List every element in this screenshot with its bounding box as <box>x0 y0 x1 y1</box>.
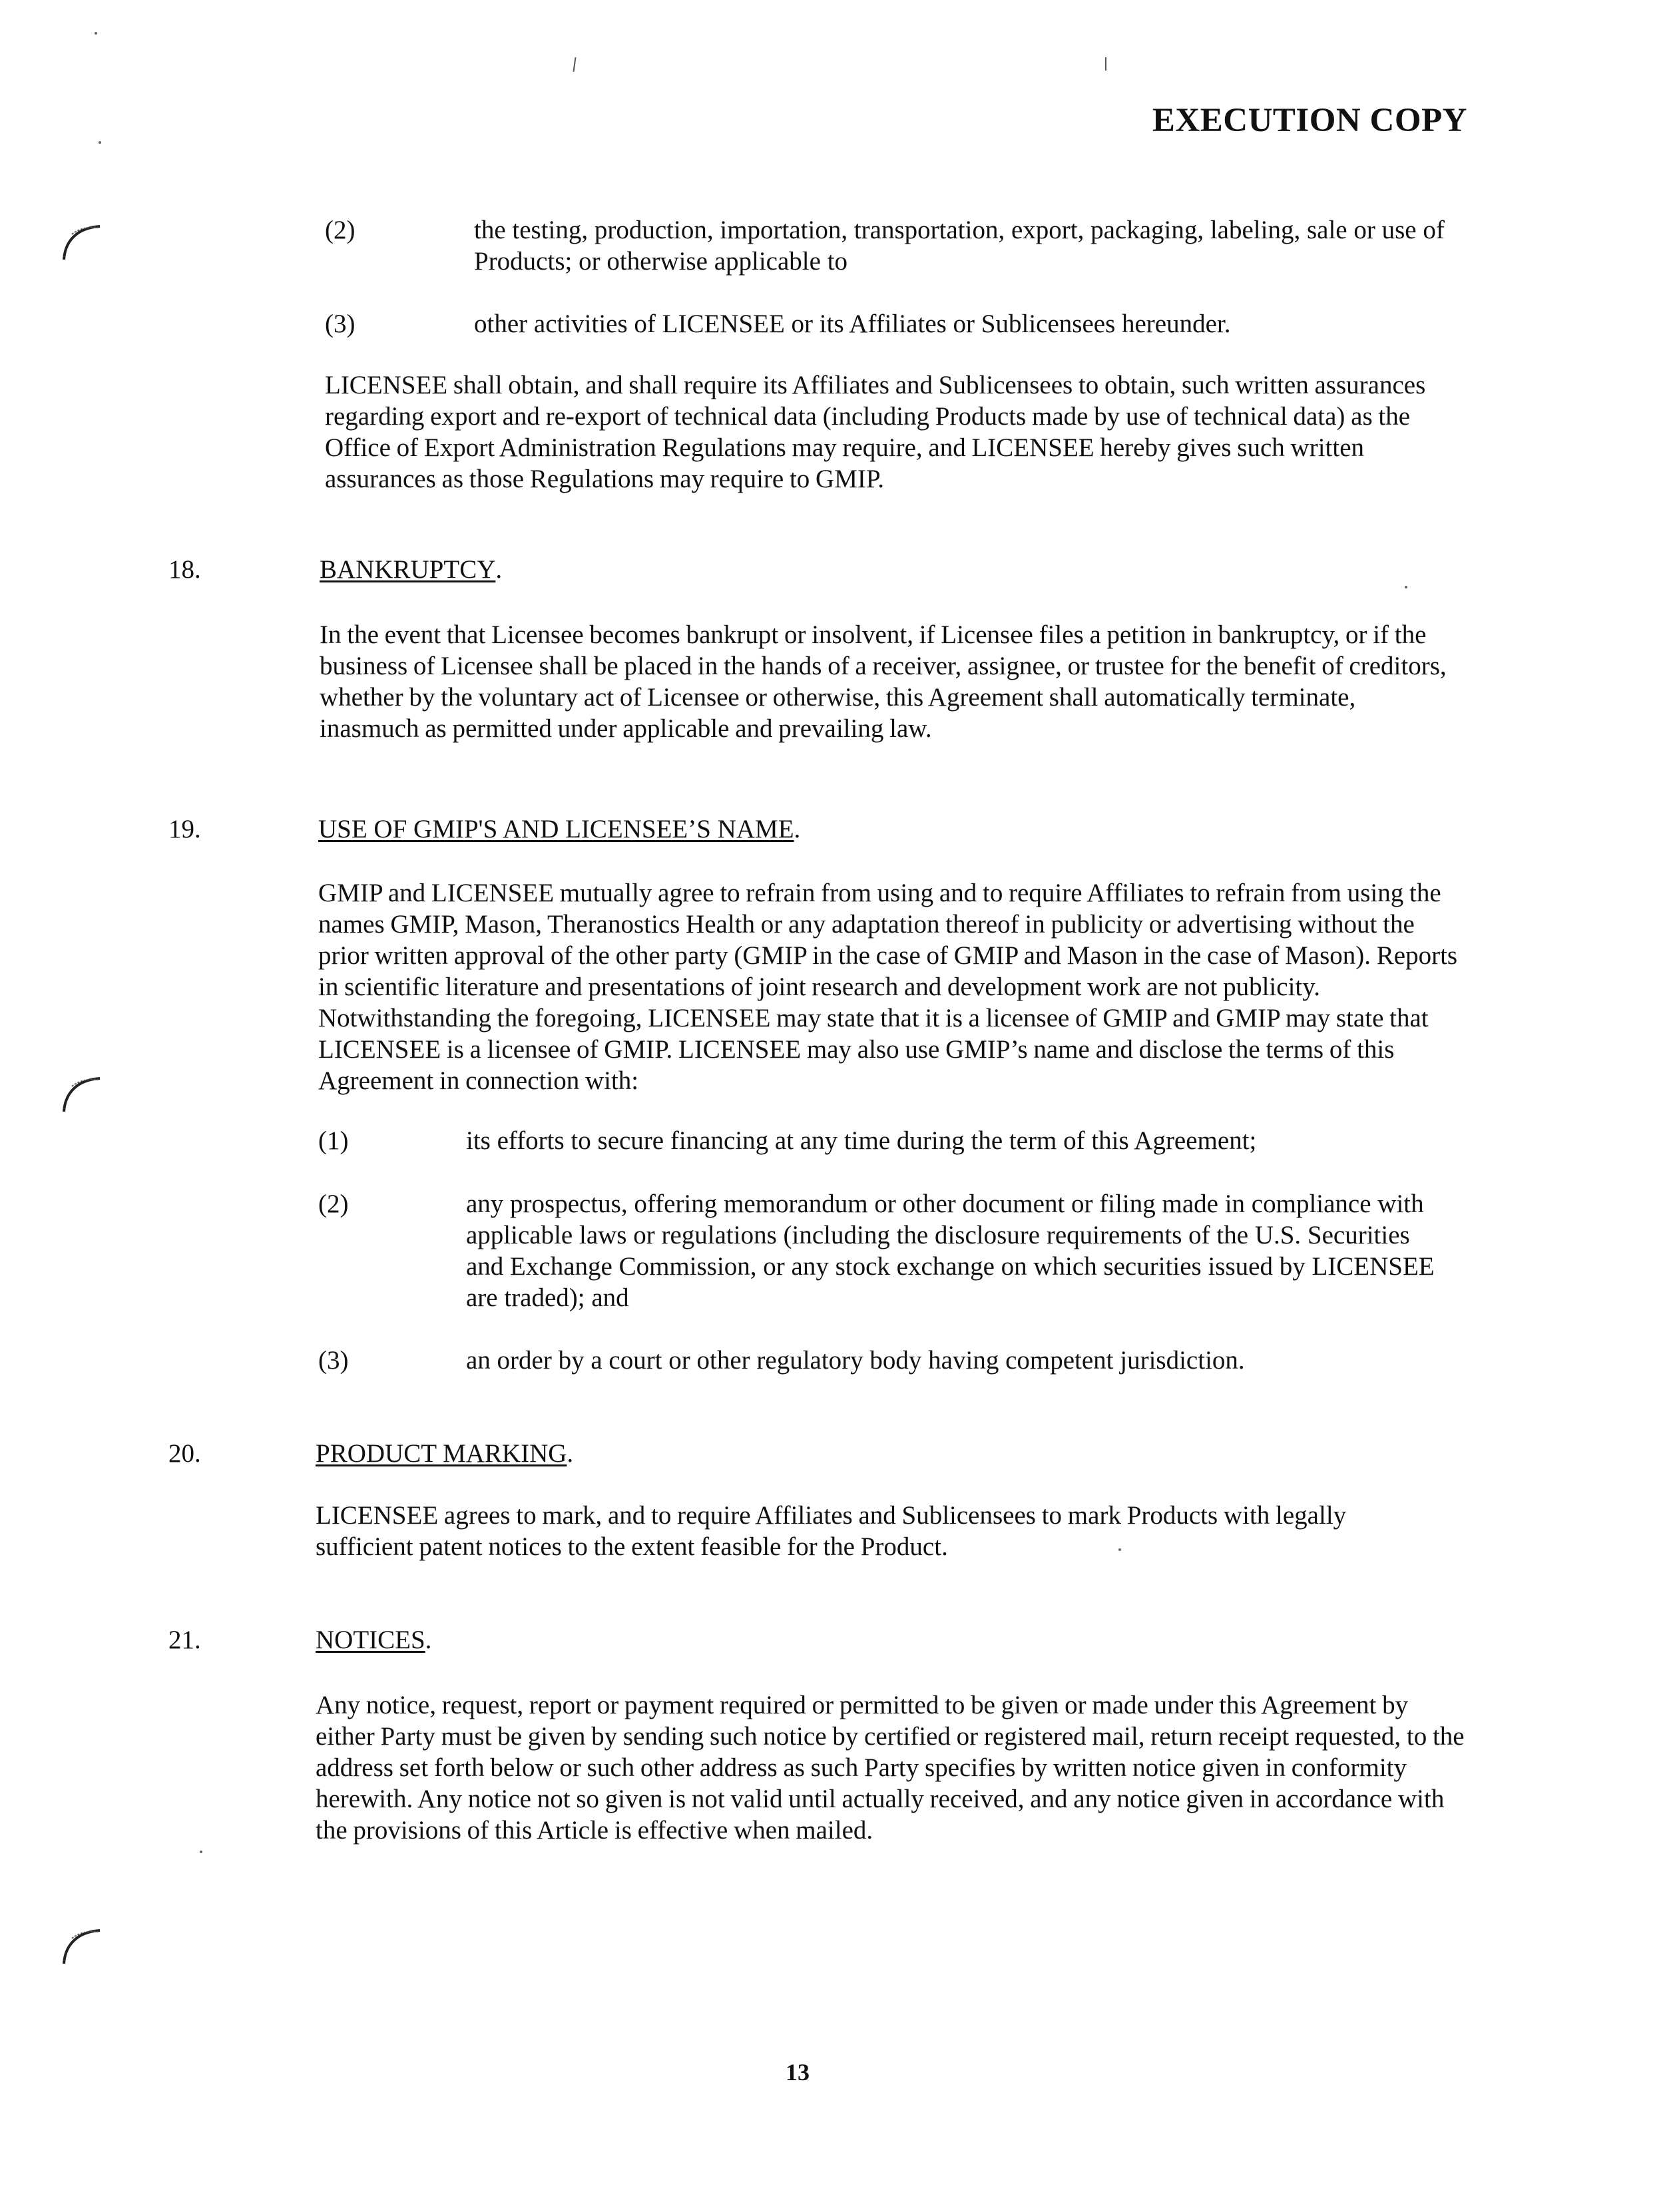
intro-item-text: other activities of LICENSEE or its Affiliates or Sublicensees hereunder. <box>474 310 1231 338</box>
section-title-text: NOTICES <box>316 1626 425 1654</box>
section-body: Any notice, request, report or payment required or permitted to be given or made under this Agreement by either Party must be given by sending such notice by certified or registered mail, return receipt requested, to the address set forth below or such other address as such Party specifies by written notice given in conformity herewith. Any notice not so given is not valid until actually received, and any notice given in accordance with the provisions of this Article is effective when mailed. <box>316 1691 1465 1845</box>
intro-item-text: the testing, production, importation, transportation, export, packaging, labeling, sale or use of Products; or otherwise applicable to <box>474 216 1445 276</box>
list-item-text: any prospectus, offering memorandum or other document or filing made in compliance with applicable laws or regulations (including the disclosure requirements of the U.S. Securities and Exchange Commission, or any stock exchange on which securities issued by LICENSEE are traded); and <box>466 1190 1435 1312</box>
section-number: 19. <box>168 815 201 843</box>
list-item-text: its efforts to secure financing at any time during the term of this Agreement; <box>466 1126 1257 1155</box>
section-title-text: USE OF GMIP'S AND LICENSEE’S NAME <box>318 815 794 843</box>
punch-hole-icon <box>59 1072 105 1118</box>
section-title-product-marking: PRODUCT MARKING. <box>316 1439 574 1468</box>
section-number: 21. <box>168 1626 201 1654</box>
section-title-use-of-names: USE OF GMIP'S AND LICENSEE’S NAME. <box>318 815 801 843</box>
section-body: LICENSEE agrees to mark, and to require Affiliates and Sublicensees to mark Products with legally sufficient patent notices to the extent feasible for the Product. <box>316 1501 1347 1561</box>
list-item-number: (2) <box>318 1190 349 1218</box>
punch-hole-icon <box>59 1924 105 1970</box>
scan-speck <box>95 32 97 35</box>
section-title-text: BANKRUPTCY <box>320 555 496 584</box>
list-item-text: an order by a court or other regulatory body having competent jurisdiction. <box>466 1346 1245 1375</box>
export-assurances-paragraph: LICENSEE shall obtain, and shall require its Affiliates and Sublicensees to obtain, such written assurances regarding export and re-export of technical data (including Products made by use of technical data) as the Office of Export Administration Regulations may require, and LICENSEE hereby gives such written assurances as those Regulations may require to GMIP. <box>325 371 1426 493</box>
scan-speck <box>200 1851 202 1853</box>
scan-speck <box>99 141 101 144</box>
intro-item-number: (3) <box>325 310 356 338</box>
section-number: 18. <box>168 555 201 584</box>
list-item-number: (1) <box>318 1126 349 1155</box>
section-body: In the event that Licensee becomes bankrupt or insolvent, if Licensee files a petition in bankruptcy, or if the business of Licensee shall be placed in the hands of a receiver, assignee, or trustee for the benefit of creditors, whether by the voluntary act of Licensee or otherwise, this Agreement shall automatically terminate, inasmuch as permitted under applicable and prevailing law. <box>320 620 1447 743</box>
section-body: GMIP and LICENSEE mutually agree to refrain from using and to require Affiliates to refrain from using the names GMIP, Mason, Theranostics Health or any adaptation thereof in publicity or advertising without the prior written approval of the other party (GMIP in the case of GMIP and Mason in the case of Mason). Reports in scientific literature and presentations of joint research and development work are not publicity. Notwithstanding the foregoing, LICENSEE may state that it is a licensee of GMIP and GMIP may state that LICENSEE is a licensee of GMIP. LICENSEE may also use GMIP’s name and disclose the terms of this Agreement in connection with: <box>318 879 1458 1095</box>
scan-speck <box>1405 586 1407 588</box>
execution-copy-header: EXECUTION COPY <box>1152 102 1467 139</box>
page-number: 13 <box>786 2059 810 2086</box>
list-item-number: (3) <box>318 1346 349 1375</box>
intro-item-number: (2) <box>325 216 356 244</box>
scan-mark <box>573 57 576 72</box>
section-title-text: PRODUCT MARKING <box>316 1439 567 1468</box>
scan-mark <box>1105 57 1106 71</box>
section-number: 20. <box>168 1439 201 1468</box>
section-title-bankruptcy: BANKRUPTCY. <box>320 555 503 584</box>
punch-hole-icon <box>59 220 105 266</box>
section-title-notices: NOTICES. <box>316 1626 432 1654</box>
